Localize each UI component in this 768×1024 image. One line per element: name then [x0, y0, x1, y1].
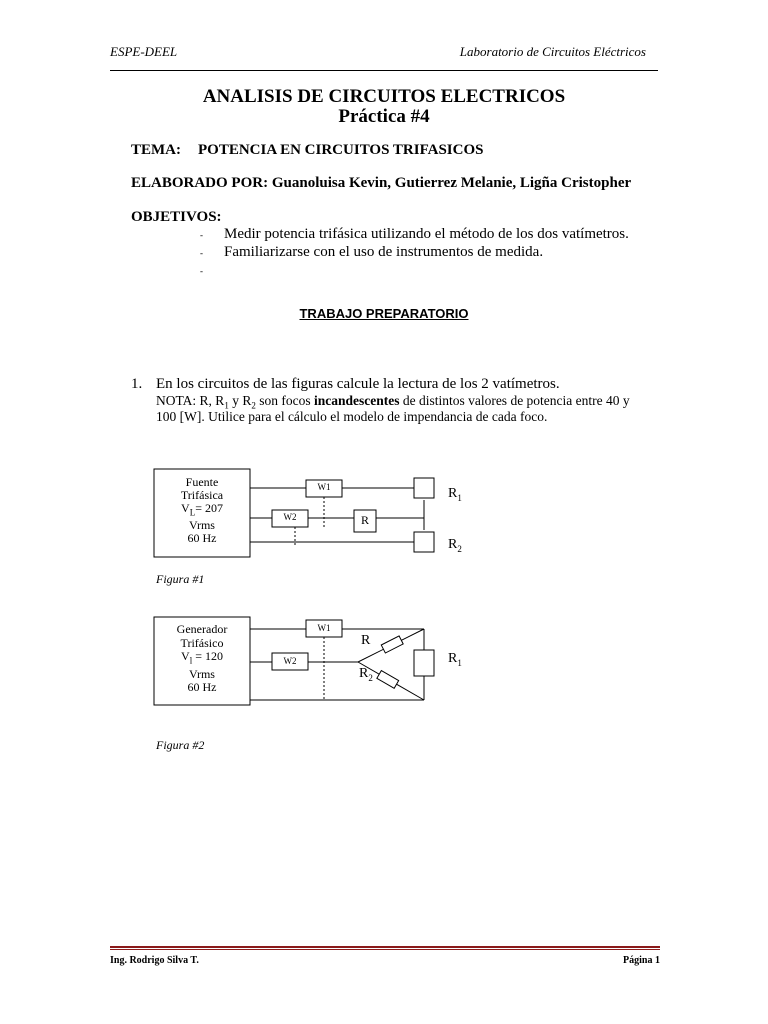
bullet-dash-icon: - [200, 248, 203, 258]
lamp-r1 [414, 478, 434, 498]
header-right: Laboratorio de Circuitos Eléctricos [459, 44, 646, 59]
document-subtitle: Práctica #4 [338, 106, 430, 127]
question-number: 1. [131, 376, 143, 392]
tema-value: POTENCIA EN CIRCUITOS TRIFASICOS [198, 142, 484, 158]
lamp-r2 [414, 532, 434, 552]
elaborado-value: Guanoluisa Kevin, Gutierrez Melanie, Ligña Cristopher [271, 175, 632, 191]
figure-1-w2-label: W2 [283, 512, 297, 522]
figure-2-source-label: Generador Trifásico $V_l = 120$ Vrms 60 Hz [176, 622, 228, 695]
tema-label: TEMA: [131, 142, 181, 158]
header-left: ESPE-DEEL [110, 44, 178, 59]
question-note-line2: 100 [W]. Utilice para el cálculo el modelo de impendancia de cada foco. [156, 409, 548, 424]
document-title: ANALISIS DE CIRCUITOS ELECTRICOS [202, 86, 566, 107]
question-text: En los circuitos de las figuras calcule la lectura de los 2 vatímetros. [156, 376, 560, 392]
question-note: NOTA: R, $R_1$ y $R_2$ son focos incandescentes de distintos valores de potencia entre 40 y [156, 393, 630, 411]
bullet-dash-icon: - [200, 230, 203, 240]
figure-1-r1-label: $R_1$ [448, 486, 462, 503]
elaborado-line [131, 175, 631, 192]
footer-left: Ing. Rodrigo Silva T. [110, 955, 199, 966]
figure-1-caption: Figura #1 [156, 572, 205, 586]
figure-1-r-label: R [360, 513, 369, 527]
lamp-r1 [414, 650, 434, 676]
footer-page-number: Página 1 [623, 955, 660, 966]
figure-2-caption: Figura #2 [156, 738, 205, 752]
section-title: TRABAJO PREPARATORIO [299, 306, 469, 321]
figure-1-w1-label: W1 [317, 482, 331, 492]
figure-2-r2-label: $R_2$ [359, 666, 373, 683]
footer-rule [110, 946, 660, 948]
elaborado-label: ELABORADO POR: [131, 175, 269, 191]
objetivos-label: OBJETIVOS: [131, 209, 222, 225]
bullet-dash-icon: - [200, 266, 203, 276]
objetivo-text: Familiarizarse con el uso de instrumentos de medida. [224, 244, 544, 260]
header-rule [110, 70, 658, 71]
figure-2-r1-label: $R_1$ [448, 651, 462, 668]
figure-2-w2-label: W2 [283, 656, 297, 666]
figure-2-r-label: R [361, 633, 371, 648]
figure-1-r2-label: $R_2$ [448, 537, 462, 554]
objetivo-text: Medir potencia trifásica utilizando el método de los dos vatímetros. [224, 226, 629, 242]
resistor-r2 [377, 671, 399, 689]
resistor-r [381, 636, 403, 653]
footer-rule-thin [110, 949, 660, 950]
figure-2-w1-label: W1 [317, 623, 331, 633]
figure-1-source-label: Fuente Trifásica $V_L= 207$ Vrms 60 Hz [180, 475, 224, 546]
